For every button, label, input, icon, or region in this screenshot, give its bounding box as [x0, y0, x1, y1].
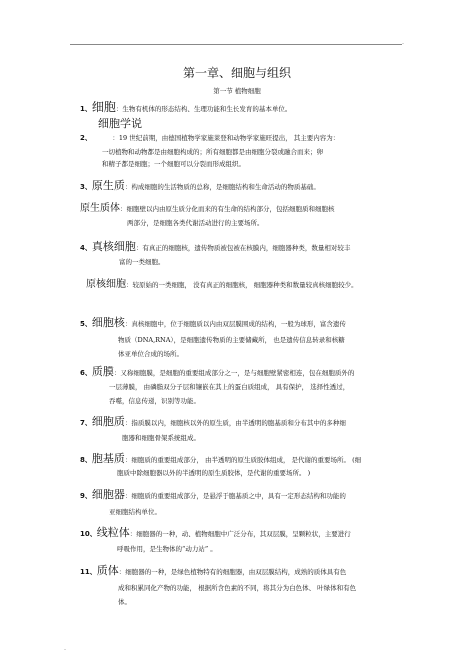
definition-line: ：细胞器的一种，是绿色植物特有的细胞器，由双层膜结构，成熟的质体具有色 — [118, 568, 347, 576]
item-1 — [80, 100, 292, 114]
definition-line: ：较原始的一类细胞， 没有真正的细胞核， 细胞器种类和数量较真核细胞较少。 — [126, 281, 358, 289]
term: 胞基质 — [91, 452, 125, 465]
item-number: 3、 — [80, 183, 92, 191]
item-9 — [80, 490, 346, 501]
item-7-line-2: 胞器和细胞骨架系统组成。 — [122, 434, 200, 442]
item-11-line-2: 成和积累同化产物的功能， 根据所含色素的不同，将其分为白色体、 叶绿体和有色 — [118, 584, 357, 592]
definition-line: ：又称细胞膜，是细胞的重要组成部分之一，是与细胞壁紧密相连，包在细胞质外的 — [113, 369, 355, 377]
item-10 — [80, 528, 351, 539]
item-number: 8、 — [80, 456, 92, 464]
item-8-line-2: 胞质中除细胞器以外的半透明的原生质胶体，是代谢的重要场所。 ) — [117, 469, 311, 477]
definition-line: ：真核细胞中，位于细胞质以内由双层膜围成的结构，一般为球形，富含遗传 — [124, 320, 346, 328]
item-number: 1、 — [80, 105, 92, 113]
item-number: 6、 — [80, 369, 92, 377]
item-number: 4、 — [80, 244, 92, 252]
item-7 — [80, 417, 346, 428]
term: 质体 — [96, 564, 119, 577]
term: 细胞核 — [91, 316, 125, 329]
subterm-prokaryote — [86, 280, 358, 290]
definition: ：构成细胞的生活物质的总称，是细胞结构和生命活动的物质基础。 — [124, 183, 320, 191]
subterm: 细胞学说 — [98, 117, 142, 130]
item-2 — [80, 134, 339, 143]
definition-line: ：细胞质的重要组成部分， 由半透明的原生质胶体组成， 是代谢的重要场所。 (细 — [124, 456, 362, 464]
item-9-line-2: 亚细胞结构单位。 — [109, 508, 161, 516]
item-2-line-2: 一切植物和动物都是由细胞构成的；所有细胞都是由细胞分裂或融合而来；卵 — [102, 148, 323, 156]
term: 质膜 — [91, 365, 114, 378]
term: 线粒体 — [96, 526, 130, 539]
item-8 — [80, 454, 361, 465]
definition-line: ：指质膜以内，细胞核以外的原生质，由半透明的胞基质和分布其中的多种细 — [124, 419, 346, 427]
header-rule — [70, 44, 402, 45]
subterm: 原核细胞 — [86, 279, 126, 290]
definition-line: ：细胞壁以内由原生质分化而来的有生命的结构部分，包括细胞质和细胞核 — [120, 205, 335, 213]
definition-line: ：有真正的细胞核，遗传物质被包被在核膜内，细胞器种类，数量相对较丰 — [135, 244, 351, 252]
subterm-cell-theory — [98, 119, 142, 130]
definition-line: ：细胞质的重要组成部分，是悬浮于胞基质之中，具有一定形态结构和功能的 — [124, 492, 346, 500]
item-number: 7、 — [80, 419, 92, 427]
term: 细胞 — [91, 100, 116, 114]
section-heading: 第一节 植物细胞 — [213, 87, 261, 95]
item-6 — [80, 367, 354, 378]
subterm-protoplast — [80, 204, 335, 214]
item-10-line-2: 呼吸作用，是生物体的“动力站” 。 — [117, 545, 217, 553]
item-4-line-2: 富的一类细胞。 — [119, 258, 165, 266]
footer-mark: - — [64, 646, 67, 653]
subterm: 原生质体 — [80, 203, 120, 214]
item-11-line-3: 体。 — [118, 598, 131, 606]
item-number: 10、 — [80, 530, 97, 538]
protoplast-line-2: 两部分，是细胞各类代谢活动进行的主要场所。 — [127, 219, 264, 227]
item-6-line-3: 吞噬，信息传递，识别等功能。 — [109, 397, 200, 405]
item-number: 9、 — [80, 492, 92, 500]
definition: ：生物有机体的形态结构、生理功能和生长发育的基本单位。 — [115, 105, 292, 113]
item-5-line-3: 体亚单位合成的场所。 — [118, 350, 183, 358]
item-number: 2、 — [80, 134, 89, 142]
item-number: 11、 — [80, 568, 97, 576]
definition-line: ：细胞器的一种，动、植物细胞中广泛分布，其双层膜，呈颗粒状，主要进行 — [129, 530, 351, 538]
header-mark: - — [402, 40, 405, 47]
item-3 — [80, 181, 320, 192]
item-number: 5、 — [80, 320, 92, 328]
term: 原生质 — [91, 179, 125, 192]
definition-line: ：19 世纪前期，由德国植物学家施莱登和动物学家施旺提出， 其主要内容为： — [112, 134, 340, 142]
term: 细胞质 — [91, 415, 125, 428]
term: 细胞器 — [91, 488, 125, 501]
item-6-line-2: 一层薄膜， 由磷脂双分子层和镶嵌在其上的蛋白质组成， 具有保护， 选择性透过， — [109, 383, 350, 391]
item-5-line-2: 物质（DNA,RNA），是细胞遗传物质的主要储藏所， 也是遗传信息转录和核糖 — [118, 336, 345, 344]
item-4 — [80, 242, 350, 253]
item-2-line-3: 和精子都是细胞；一个细胞可以分裂而形成组织。 — [102, 160, 245, 168]
page-title: 第一章、细胞与组织 — [182, 66, 291, 80]
term: 真核细胞 — [91, 240, 136, 253]
item-5 — [80, 318, 346, 329]
item-11 — [80, 566, 346, 577]
